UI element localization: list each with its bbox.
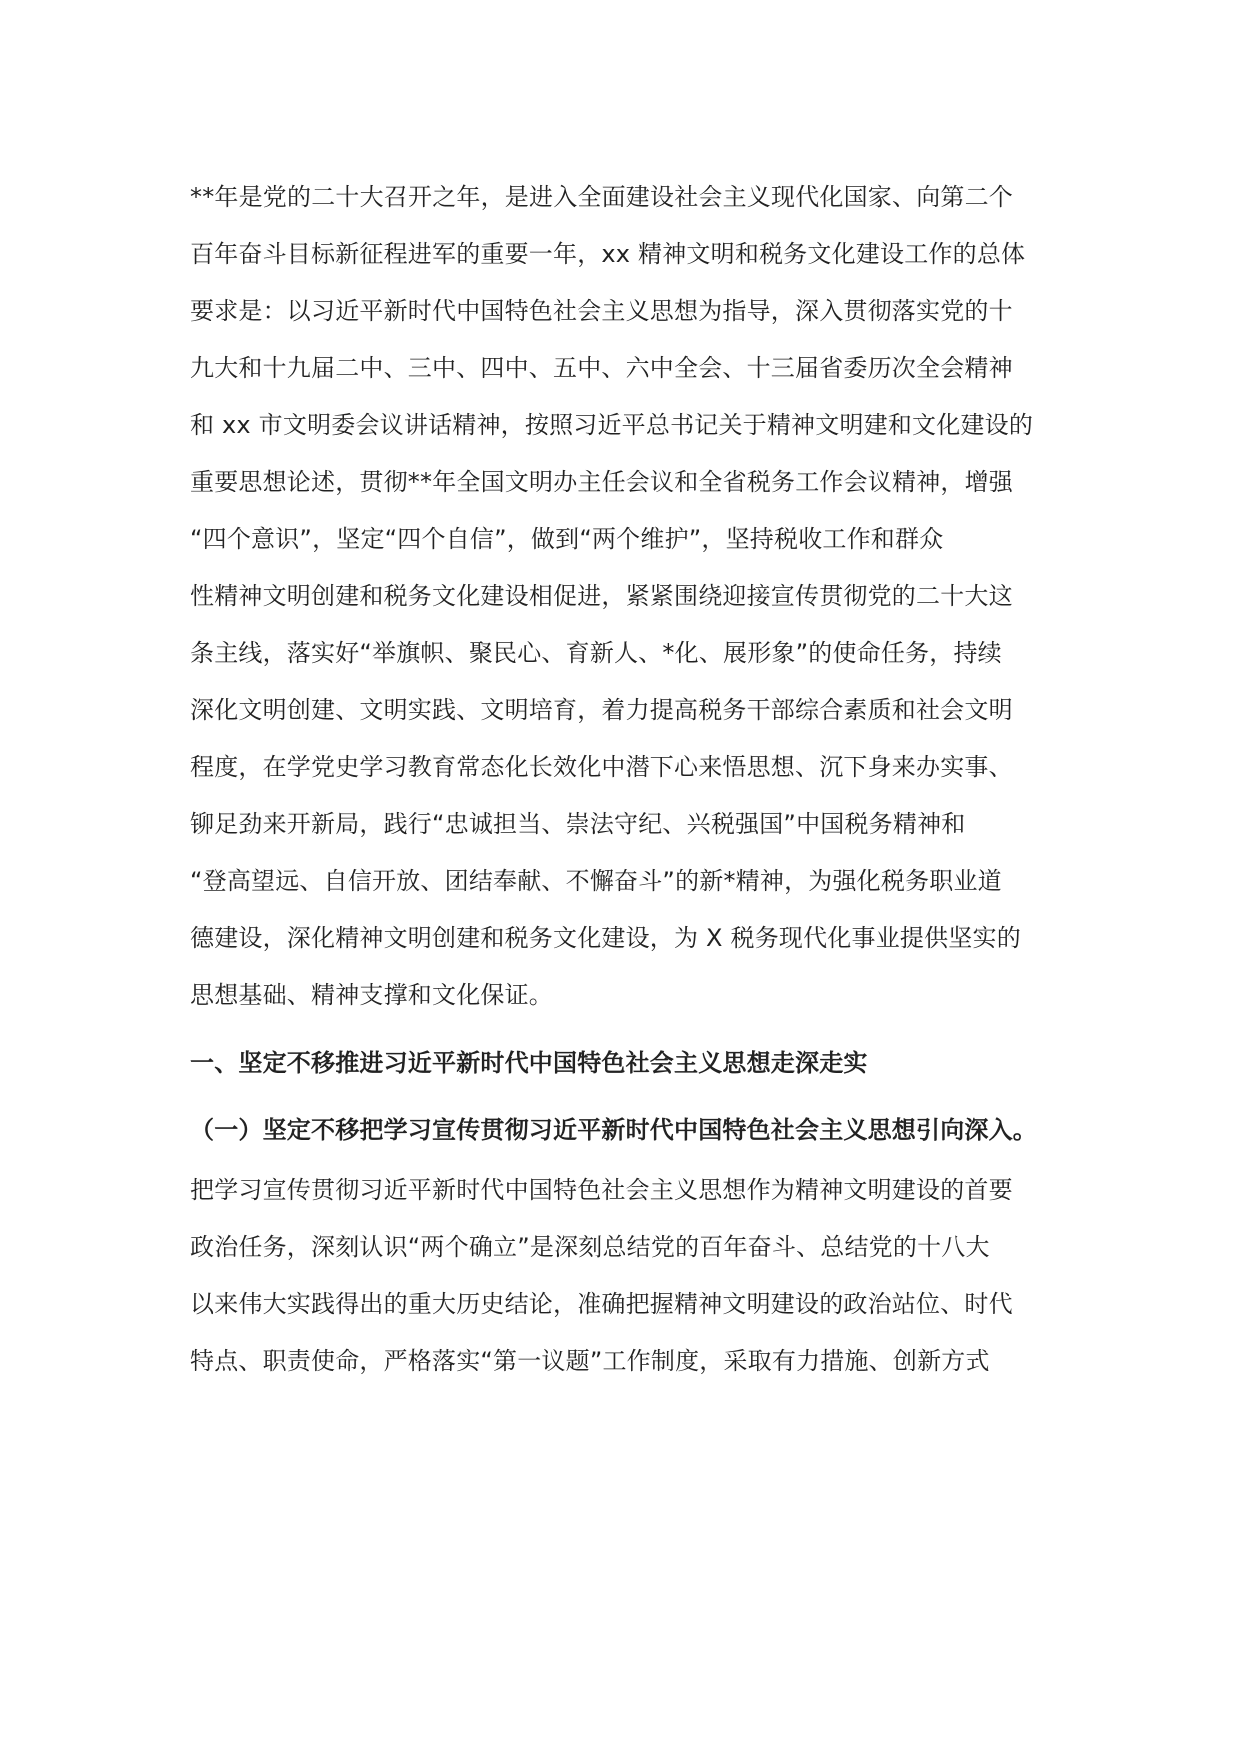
paragraph-1-line-1: **年是党的二十大召开之年，是进入全面建设社会主义现代化国家、向第二个: [190, 183, 1013, 211]
paragraph-1-line-15: 思想基础、精神支撑和文化保证。: [190, 981, 553, 1009]
paragraph-1-line-2: 百年奋斗目标新征程进军的重要一年，xx 精神文明和税务文化建设工作的总体: [190, 240, 1026, 268]
paragraph-1-line-13: “登高望远、自信开放、团结奉献、不懈奋斗”的新*精神，为强化税务职业道: [190, 867, 1002, 895]
subsection-heading-1: （一）坚定不移把学习宣传贯彻习近平新时代中国特色社会主义思想引向深入。: [190, 1116, 1037, 1144]
paragraph-1-line-14: 德建设，深化精神文明创建和税务文化建设，为 X 税务现代化事业提供坚实的: [190, 924, 1021, 952]
paragraph-2-line-4: 特点、职责使命，严格落实“第一议题”工作制度，采取有力措施、创新方式: [190, 1347, 990, 1375]
section-heading-1: 一、坚定不移推进习近平新时代中国特色社会主义思想走深走实: [190, 1049, 868, 1077]
paragraph-1-line-12: 铆足劲来开新局，践行“忠诚担当、崇法守纪、兴税强国”中国税务精神和: [190, 810, 966, 838]
paragraph-1-line-10: 深化文明创建、文明实践、文明培育，着力提高税务干部综合素质和社会文明: [190, 696, 1013, 724]
paragraph-1-line-9: 条主线，落实好“举旗帜、聚民心、育新人、*化、展形象”的使命任务，持续: [190, 639, 1002, 667]
paragraph-1-line-5: 和 xx 市文明委会议讲话精神，按照习近平总书记关于精神文明建和文化建设的: [190, 411, 1034, 439]
paragraph-2-line-3: 以来伟大实践得出的重大历史结论，准确把握精神文明建设的政治站位、时代: [190, 1290, 1013, 1318]
paragraph-1-line-3: 要求是：以习近平新时代中国特色社会主义思想为指导，深入贯彻落实党的十: [190, 297, 1013, 325]
paragraph-1-line-11: 程度，在学党史学习教育常态化长效化中潜下心来悟思想、沉下身来办实事、: [190, 753, 1013, 781]
paragraph-1-line-7: “四个意识”，坚定“四个自信”，做到“两个维护”，坚持税收工作和群众: [190, 525, 944, 553]
paragraph-1-line-6: 重要思想论述，贯彻**年全国文明办主任会议和全省税务工作会议精神，增强: [190, 468, 1013, 496]
paragraph-1-line-4: 九大和十九届二中、三中、四中、五中、六中全会、十三届省委历次全会精神: [190, 354, 1013, 382]
paragraph-1-line-8: 性精神文明创建和税务文化建设相促进，紧紧围绕迎接宣传贯彻党的二十大这: [190, 582, 1013, 610]
paragraph-2-line-2: 政治任务，深刻认识“两个确立”是深刻总结党的百年奋斗、总结党的十八大: [190, 1233, 990, 1261]
paragraph-2-line-1: 把学习宣传贯彻习近平新时代中国特色社会主义思想作为精神文明建设的首要: [190, 1176, 1013, 1204]
